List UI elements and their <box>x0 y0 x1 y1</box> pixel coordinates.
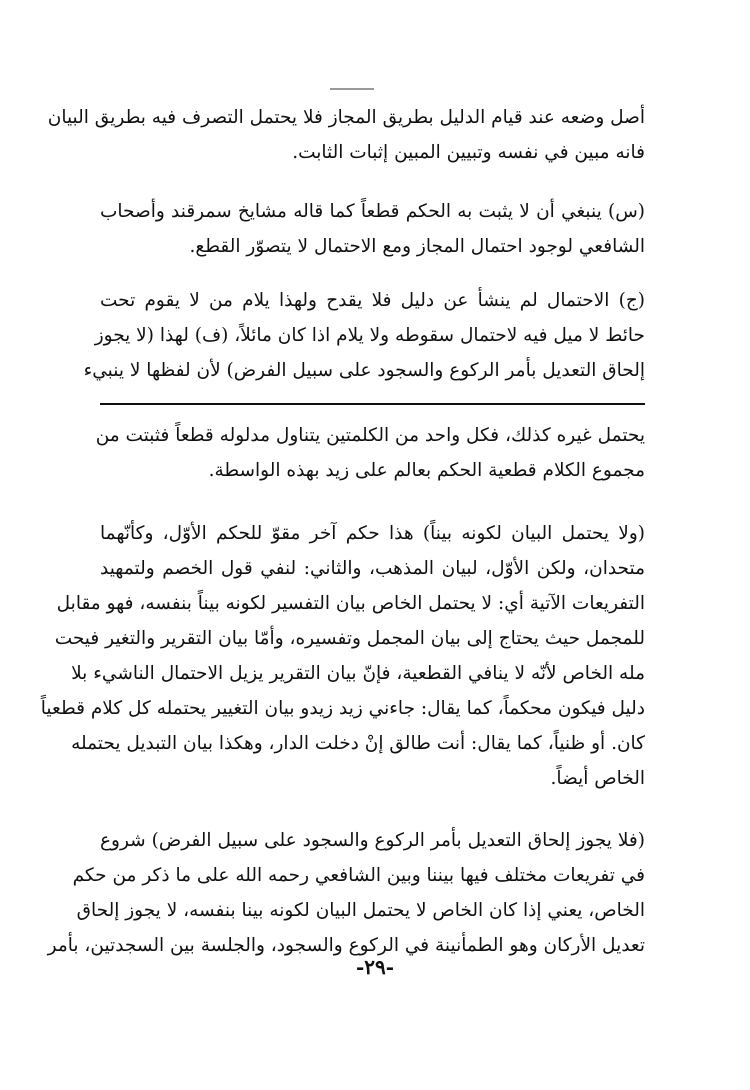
text-line: (فلا يجوز إلحاق التعديل بأمر الركوع والسجود على سبيل الفرض) شروع <box>100 830 645 851</box>
text-line: أصل وضعه عند قيام الدليل بطريق المجاز فلا يحتمل التصرف فيه بطريق البيان <box>47 107 645 128</box>
text-line: للمجمل حيث يحتاج إلى بيان المجمل وتفسيره، وأمّا بيان التقرير والتغير فيحت <box>54 628 645 649</box>
text-line: الخاص أيضاً. <box>550 768 645 789</box>
text-line: فانه مبين في نفسه وتبيين المبين إثبات الثابت. <box>292 142 645 163</box>
text-line: دليل فيكون محكماً، كما يقال: جاءني زيد زيدو بيان التغيير يحتمله كل كلام قطعياً <box>40 698 645 719</box>
bottom-paragraph-1 <box>95 418 645 488</box>
top-paragraph-2 <box>100 194 645 264</box>
top-paragraph-3 <box>83 283 645 388</box>
text-line: الشافعي لوجود احتمال المجاز ومع الاحتمال لا يتصوّر القطع. <box>189 236 645 257</box>
header-mark <box>330 88 374 90</box>
text-line: التفريعات الآتية أي: لا يحتمل الخاص بيان التفسير لكونه بيناً بنفسه، فهو مقابل <box>56 593 645 614</box>
text-line: (س) ينبغي أن لا يثبت به الحكم قطعاً كما قاله مشايخ سمرقند وأصحاب <box>100 201 645 222</box>
text-line: (ج) الاحتمال لم ينشأ عن دليل فلا يقدح ولهذا يلام من لا يقوم تحت <box>100 290 645 311</box>
page-number: -٢٩- <box>355 955 395 979</box>
section-divider <box>100 403 645 405</box>
text-line: تعديل الأركان وهو الطمأنينة في الركوع والسجود، والجلسة بين السجدتين، بأمر <box>47 935 645 956</box>
text-line: إلحاق التعديل بأمر الركوع والسجود على سبيل الفرض) لأن لفظها لا ينبيء <box>83 360 645 381</box>
text-line: متحدان، ولكن الأوّل، لبيان المذهب، والثاني: لنفي قول الخصم ولتمهيد <box>100 558 645 579</box>
top-paragraph-1 <box>47 100 645 170</box>
text-line: مله الخاص لأنّه لا ينافي القطعية، فإنّ بيان التقرير يزيل الاحتمال الناشيء بلا <box>71 663 645 684</box>
text-line: مجموع الكلام قطعية الحكم بعالم على زيد بهذه الواسطة. <box>208 460 645 481</box>
text-line: الخاص، يعني إذا كان الخاص لا يحتمل البيان لكونه بينا بنفسه، لا يجوز إلحاق <box>76 900 645 921</box>
text-line: يحتمل غيره كذلك، فكل واحد من الكلمتين يتناول مدلوله قطعاً فثبتت من <box>95 425 645 446</box>
text-line: في تفريعات مختلف فيها بيننا وبين الشافعي رحمه الله على ما ذكر من حكم <box>72 865 645 886</box>
text-line: حائط لا ميل فيه لاحتمال سقوطه ولا يلام اذا كان مائلاً، (ف) لهذا (لا يجوز <box>94 325 645 346</box>
bottom-paragraph-2 <box>40 516 645 796</box>
bottom-paragraph-3 <box>47 823 645 963</box>
text-line: (ولا يحتمل البيان لكونه بيناً) هذا حكم آخر مقوّ للحكم الأوّل، وكأنّهما <box>100 523 645 544</box>
text-line: كان. أو ظنياً، كما يقال: أنت طالق إنْ دخلت الدار، وهكذا بيان التبديل يحتمله <box>71 733 645 754</box>
